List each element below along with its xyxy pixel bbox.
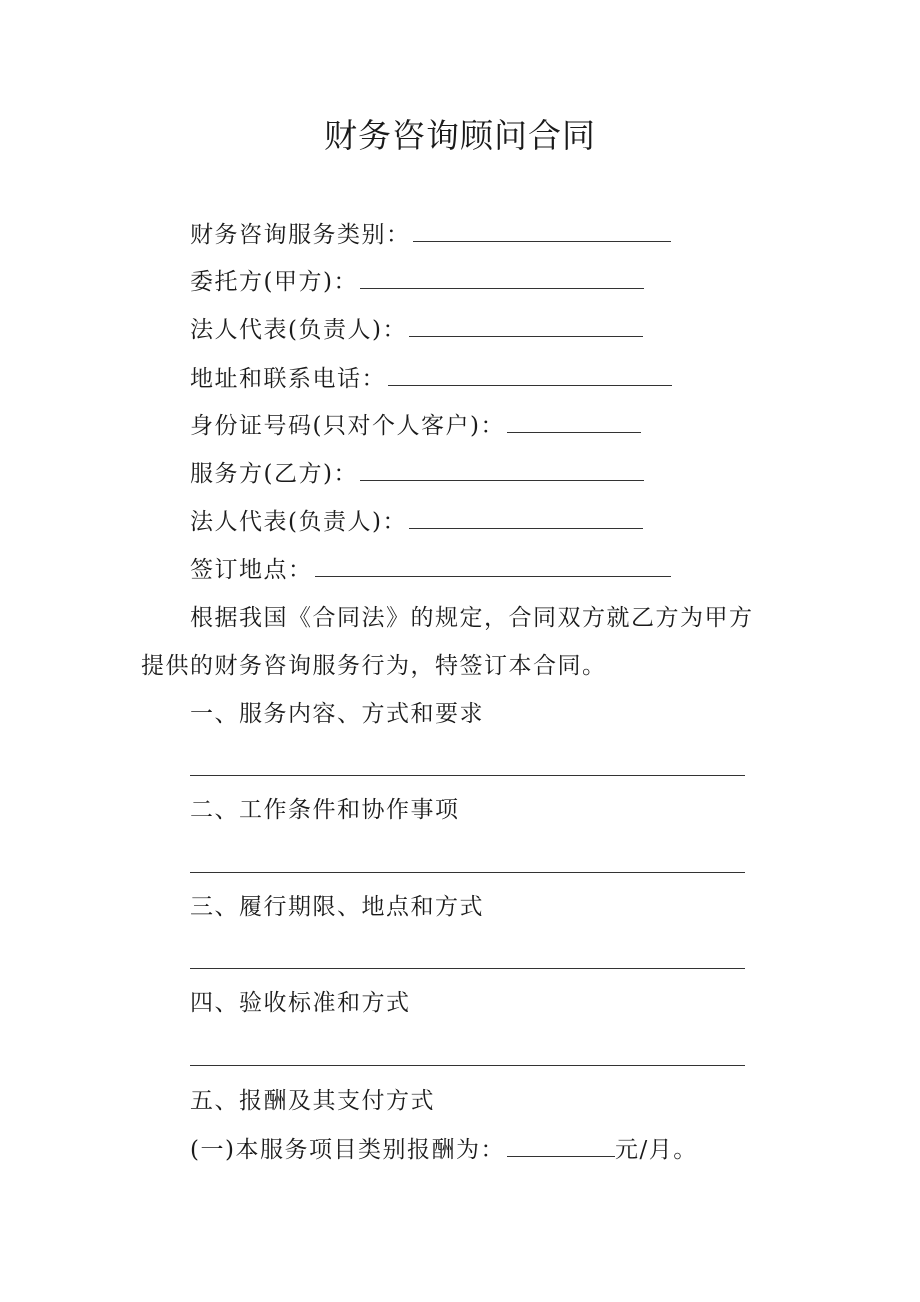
- fill-rule: [190, 775, 745, 776]
- payment-prefix: (一)本服务项目类别报酬为：: [190, 1137, 505, 1163]
- fill-rule: [190, 872, 745, 873]
- field-label: 签订地点：: [190, 557, 313, 583]
- fill-blank: [409, 314, 643, 337]
- field-label: 委托方(甲方)：: [190, 269, 358, 295]
- field-label: 地址和联系电话：: [190, 366, 386, 392]
- fill-blank: [413, 219, 671, 242]
- field-label: 法人代表(负责人)：: [190, 317, 407, 343]
- field-service-category: [190, 218, 671, 252]
- fill-rule: [190, 1065, 745, 1066]
- fill-blank: [388, 363, 672, 386]
- field-provider-representative: [190, 505, 643, 539]
- field-label: 法人代表(负责人)：: [190, 509, 407, 535]
- field-client-representative: [190, 313, 643, 347]
- field-label: 身份证号码(只对个人客户)：: [190, 413, 505, 439]
- intro-line-2: 提供的财务咨询服务行为，特签订本合同。: [141, 653, 607, 679]
- field-provider: [190, 457, 644, 491]
- fill-blank: [409, 506, 643, 529]
- fill-blank: [507, 410, 641, 433]
- fill-blank: [507, 1134, 615, 1157]
- document-title: 财务咨询顾问合同: [324, 116, 596, 155]
- field-label: 服务方(乙方)：: [190, 461, 358, 487]
- field-client: [190, 265, 644, 299]
- field-label: 财务咨询服务类别：: [190, 222, 411, 248]
- field-id-number: [190, 409, 641, 443]
- section-heading: 二、工作条件和协作事项: [190, 797, 460, 823]
- section-heading: 一、服务内容、方式和要求: [190, 701, 484, 727]
- fill-blank: [360, 458, 644, 481]
- field-signing-place: [190, 553, 671, 587]
- payment-suffix: 元/月。: [614, 1137, 698, 1163]
- section-heading: 四、验收标准和方式: [190, 990, 411, 1016]
- field-address-phone: [190, 362, 672, 396]
- fill-rule: [190, 968, 745, 969]
- intro-line-1: 根据我国《合同法》的规定，合同双方就乙方为甲方: [190, 605, 754, 631]
- fill-blank: [315, 554, 671, 577]
- section-heading: 三、履行期限、地点和方式: [190, 894, 484, 920]
- fill-blank: [360, 266, 644, 289]
- section-heading: 五、报酬及其支付方式: [190, 1088, 435, 1114]
- payment-line: [190, 1133, 698, 1167]
